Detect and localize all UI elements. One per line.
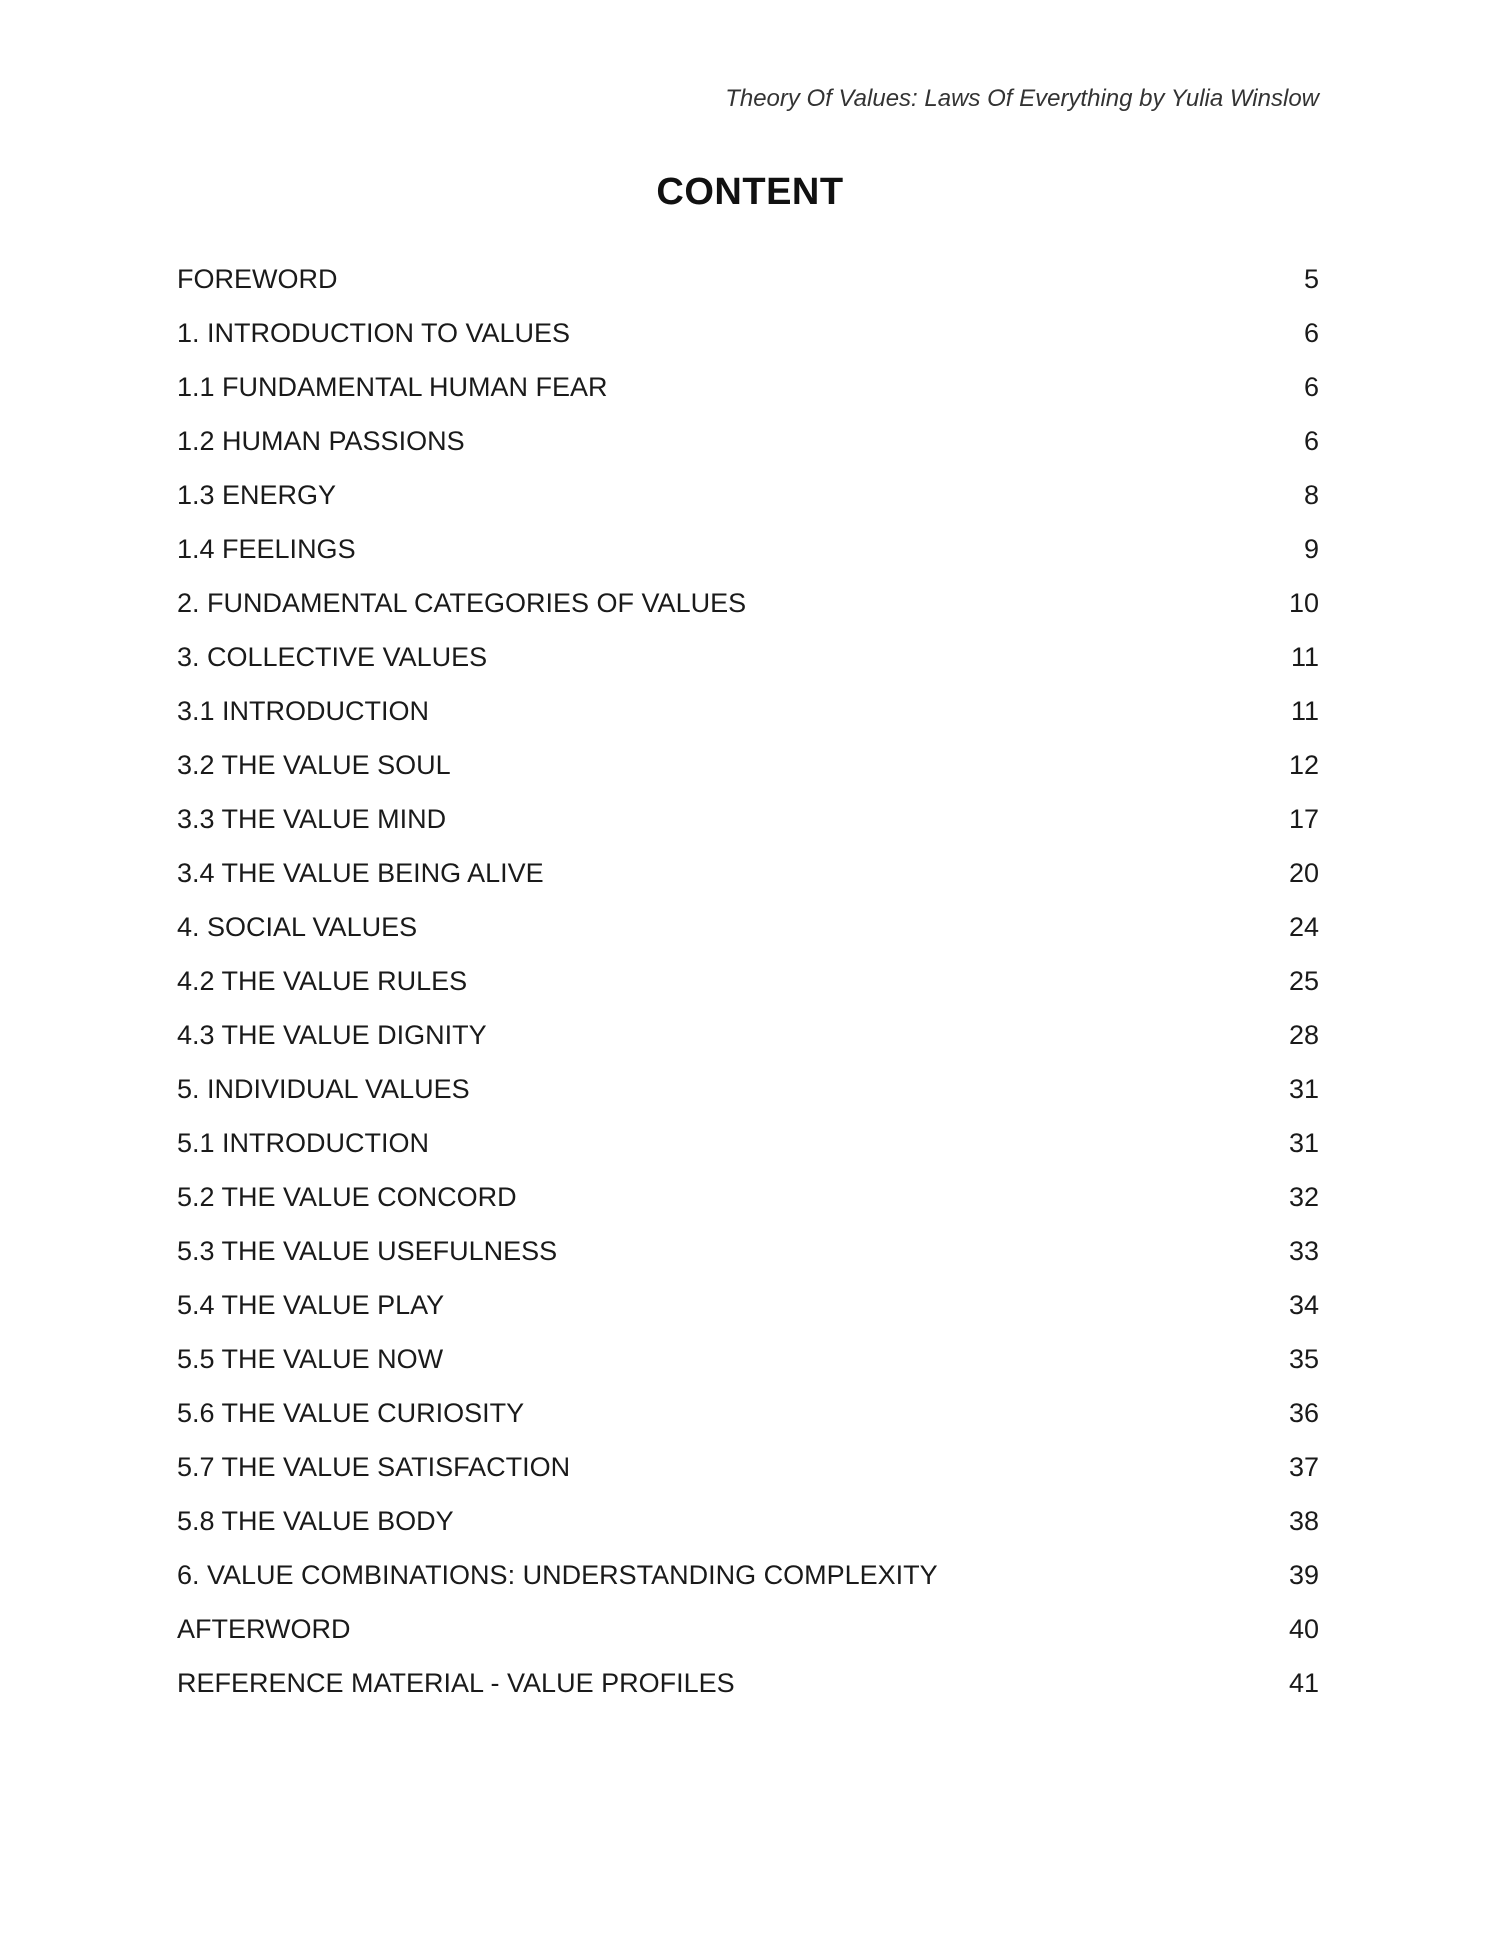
toc-entry-page: 9 xyxy=(1303,534,1319,564)
toc-entry[interactable] xyxy=(177,1062,1319,1116)
toc-entry[interactable] xyxy=(177,1656,1319,1710)
toc-entry-label: 3.3 THE VALUE MIND xyxy=(177,804,447,834)
toc-entry[interactable] xyxy=(177,846,1319,900)
toc-entry[interactable] xyxy=(177,306,1319,360)
toc-entry[interactable] xyxy=(177,1548,1319,1602)
toc-entry-page: 6 xyxy=(1303,372,1319,402)
toc-entry-page: 8 xyxy=(1303,480,1319,510)
toc-entry-page: 39 xyxy=(1288,1560,1319,1590)
toc-entry-page: 32 xyxy=(1288,1182,1319,1212)
toc-entry-label: 3.1 INTRODUCTION xyxy=(177,696,430,726)
toc-entry[interactable] xyxy=(177,738,1319,792)
toc-entry-label: 6. VALUE COMBINATIONS: UNDERSTANDING COMPLEXITY xyxy=(177,1560,938,1590)
toc-entry-label: 1.2 HUMAN PASSIONS xyxy=(177,426,465,456)
toc-entry[interactable] xyxy=(177,684,1319,738)
toc-entry[interactable] xyxy=(177,792,1319,846)
toc-entry-label: 5.2 THE VALUE CONCORD xyxy=(177,1182,517,1212)
toc-entry[interactable] xyxy=(177,360,1319,414)
toc-entry[interactable] xyxy=(177,576,1319,630)
toc-entry-label: FOREWORD xyxy=(177,264,338,294)
toc-entry-page: 35 xyxy=(1288,1344,1319,1374)
toc-entry-page: 20 xyxy=(1288,858,1319,888)
toc-entry[interactable] xyxy=(177,1170,1319,1224)
toc-entry-label: 5. INDIVIDUAL VALUES xyxy=(177,1074,470,1104)
toc-entry-page: 31 xyxy=(1288,1074,1319,1104)
toc-entry-label: 5.6 THE VALUE CURIOSITY xyxy=(177,1398,525,1428)
toc-entry-page: 40 xyxy=(1288,1614,1319,1644)
toc-entry[interactable] xyxy=(177,1116,1319,1170)
toc-entry-page: 33 xyxy=(1288,1236,1319,1266)
toc-entry-page: 31 xyxy=(1288,1128,1319,1158)
toc-entry-page: 6 xyxy=(1303,318,1319,348)
toc-entry[interactable] xyxy=(177,1440,1319,1494)
toc-entry-label: REFERENCE MATERIAL - VALUE PROFILES xyxy=(177,1668,735,1698)
toc-entry[interactable] xyxy=(177,954,1319,1008)
toc-entry-label: 5.3 THE VALUE USEFULNESS xyxy=(177,1236,558,1266)
toc-entry-label: 3. COLLECTIVE VALUES xyxy=(177,642,488,672)
toc-entry-page: 10 xyxy=(1288,588,1319,618)
toc-entry[interactable] xyxy=(177,468,1319,522)
toc-entry-label: 2. FUNDAMENTAL CATEGORIES OF VALUES xyxy=(177,588,747,618)
toc-entry[interactable] xyxy=(177,1386,1319,1440)
running-header: Theory Of Values: Laws Of Everything by Yulia Winslow xyxy=(725,85,1319,112)
toc-entry-label: 3.4 THE VALUE BEING ALIVE xyxy=(177,858,544,888)
toc-entry-page: 17 xyxy=(1288,804,1319,834)
toc-entry-label: 4. SOCIAL VALUES xyxy=(177,912,418,942)
toc-entry-page: 24 xyxy=(1288,912,1319,942)
toc-entry[interactable] xyxy=(177,1494,1319,1548)
page-title: CONTENT xyxy=(656,171,844,213)
toc-entry-label: 3.2 THE VALUE SOUL xyxy=(177,750,451,780)
toc-entry[interactable] xyxy=(177,1008,1319,1062)
toc-entry-page: 36 xyxy=(1288,1398,1319,1428)
toc-entry-page: 12 xyxy=(1288,750,1319,780)
toc-entry-label: 5.5 THE VALUE NOW xyxy=(177,1344,444,1374)
toc-entry-page: 41 xyxy=(1288,1668,1319,1698)
toc-entry-page: 11 xyxy=(1290,642,1319,672)
toc-entry-label: 1.4 FEELINGS xyxy=(177,534,356,564)
toc-entry-label: 5.1 INTRODUCTION xyxy=(177,1128,430,1158)
toc-entry[interactable] xyxy=(177,1224,1319,1278)
toc-entry-page: 6 xyxy=(1303,426,1319,456)
toc-entry-page: 25 xyxy=(1288,966,1319,996)
toc-entry[interactable] xyxy=(177,900,1319,954)
toc-entry[interactable] xyxy=(177,522,1319,576)
toc-entry-label: 5.7 THE VALUE SATISFACTION xyxy=(177,1452,571,1482)
toc-entry-label: 5.8 THE VALUE BODY xyxy=(177,1506,454,1536)
toc-entry[interactable] xyxy=(177,630,1319,684)
toc-entry-page: 38 xyxy=(1288,1506,1319,1536)
toc-entry-label: 4.3 THE VALUE DIGNITY xyxy=(177,1020,487,1050)
toc-entry[interactable] xyxy=(177,1332,1319,1386)
table-of-contents xyxy=(177,252,1319,1710)
toc-entry-label: 4.2 THE VALUE RULES xyxy=(177,966,468,996)
toc-entry-page: 28 xyxy=(1288,1020,1319,1050)
toc-entry-page: 5 xyxy=(1303,264,1319,294)
toc-entry-page: 37 xyxy=(1288,1452,1319,1482)
toc-entry-page: 11 xyxy=(1290,696,1319,726)
toc-entry[interactable] xyxy=(177,1278,1319,1332)
toc-entry-label: AFTERWORD xyxy=(177,1614,351,1644)
toc-entry-label: 5.4 THE VALUE PLAY xyxy=(177,1290,445,1320)
toc-entry-label: 1.3 ENERGY xyxy=(177,480,337,510)
toc-entry[interactable] xyxy=(177,414,1319,468)
toc-entry[interactable] xyxy=(177,252,1319,306)
toc-entry[interactable] xyxy=(177,1602,1319,1656)
toc-entry-label: 1. INTRODUCTION TO VALUES xyxy=(177,318,571,348)
toc-entry-page: 34 xyxy=(1288,1290,1319,1320)
toc-entry-label: 1.1 FUNDAMENTAL HUMAN FEAR xyxy=(177,372,608,402)
